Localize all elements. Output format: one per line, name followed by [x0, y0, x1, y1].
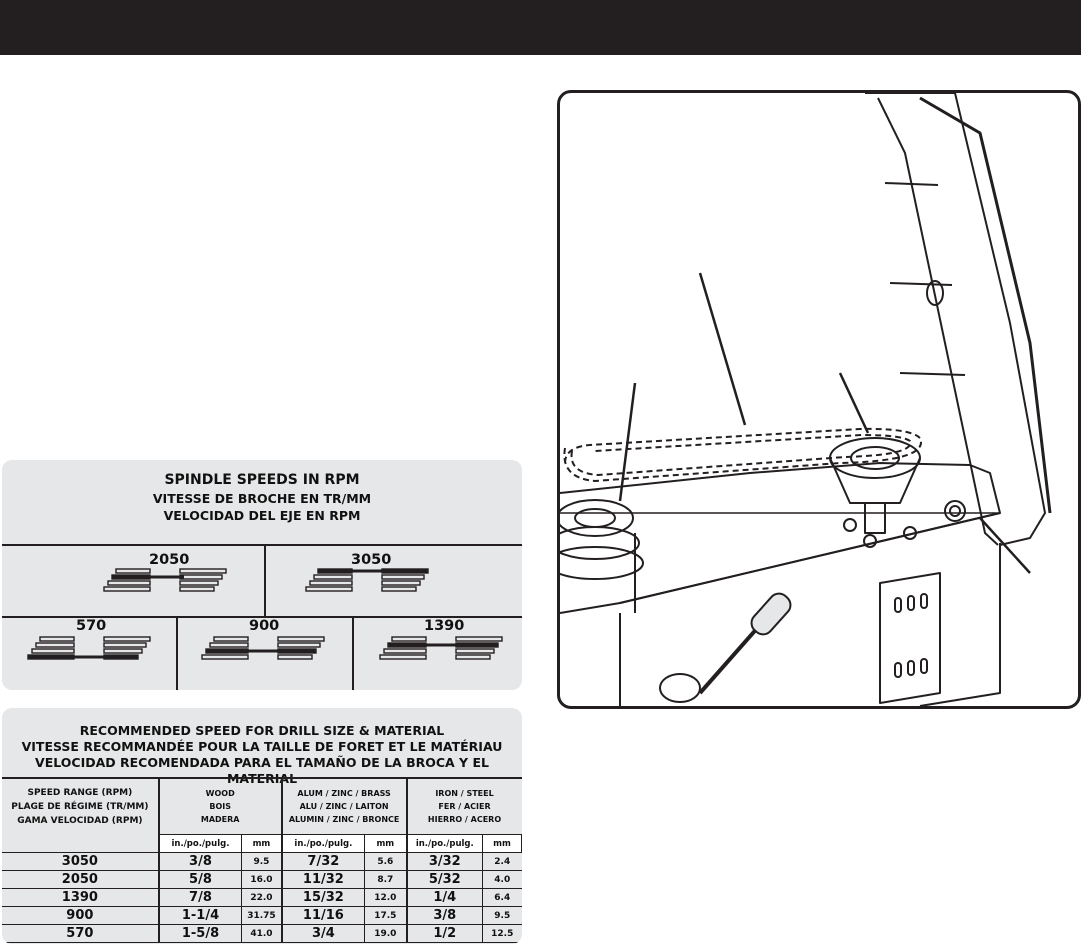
drill-size-in-cell: 7/32 [282, 853, 365, 871]
rpm-cell: 570 [2, 925, 159, 943]
drill-size-in-cell: 7/8 [159, 889, 242, 907]
drill-size-in-cell: 5/8 [159, 871, 242, 889]
rpm-cell: 1390 [2, 889, 159, 907]
header-bar [0, 0, 1081, 55]
material-alum-en: ALUM / ZINC / BRASS [297, 789, 391, 798]
drill-size-mm-cell: 17.5 [365, 907, 407, 925]
drill-size-mm-cell: 2.4 [483, 853, 522, 871]
pulley-belt-diagram [304, 568, 434, 596]
unit-in: in./po./pulg. [407, 835, 483, 853]
unit-mm: mm [242, 835, 282, 853]
table-unit-row [2, 835, 522, 853]
table-row [2, 925, 522, 943]
material-iron-en: IRON / STEEL [435, 789, 494, 798]
speed-label-570: 570 [76, 618, 107, 634]
rec-title-es: VELOCIDAD RECOMENDADA PARA EL TAMAÑO DE LA BROCA Y EL MATERIAL [35, 755, 489, 786]
table-row [2, 907, 522, 925]
speed-range-header [2, 778, 159, 835]
speed-cell-2050 [2, 544, 264, 616]
drill-size-in-cell: 1/4 [407, 889, 483, 907]
drill-size-mm-cell: 19.0 [365, 925, 407, 943]
speed-cell-1390 [354, 618, 522, 690]
drill-size-mm-cell: 12.0 [365, 889, 407, 907]
drill-size-mm-cell: 31.75 [242, 907, 282, 925]
drill-size-mm-cell: 41.0 [242, 925, 282, 943]
speed-cell-3050 [266, 544, 522, 616]
material-header-wood [159, 778, 282, 835]
speed-label-900: 900 [249, 618, 280, 634]
speed-range-header-fr: PLAGE DE RÉGIME (TR/MM) [11, 801, 149, 812]
drill-size-mm-cell: 4.0 [483, 871, 522, 889]
pulley-belt-diagram [200, 636, 330, 664]
belt-position-grid [2, 544, 522, 690]
material-alum-fr: ALU / ZINC / LAITON [299, 802, 389, 811]
drill-size-in-cell: 11/32 [282, 871, 365, 889]
drill-size-mm-cell: 9.5 [242, 853, 282, 871]
unit-in: in./po./pulg. [159, 835, 242, 853]
recommended-speed-panel [2, 708, 522, 944]
rpm-cell: 3050 [2, 853, 159, 871]
drill-size-in-cell: 3/8 [159, 853, 242, 871]
speed-table [2, 777, 522, 943]
material-alum-es: ALUMIN / ZINC / BRONCE [288, 815, 400, 824]
drill-press-figure [557, 90, 1081, 709]
table-row [2, 871, 522, 889]
drill-size-mm-cell: 16.0 [242, 871, 282, 889]
pulley-belt-diagram [26, 636, 156, 664]
drill-size-in-cell: 1-1/4 [159, 907, 242, 925]
drill-size-mm-cell: 8.7 [365, 871, 407, 889]
drill-size-mm-cell: 6.4 [483, 889, 522, 907]
drill-size-in-cell: 3/32 [407, 853, 483, 871]
drill-size-in-cell: 11/16 [282, 907, 365, 925]
material-wood-es: MADERA [200, 815, 240, 824]
pulley-belt-diagram [102, 568, 232, 596]
speed-cell-900 [178, 618, 352, 690]
pulley-belt-diagram [378, 636, 508, 664]
material-wood-fr: BOIS [209, 802, 232, 811]
speed-label-3050: 3050 [351, 552, 392, 568]
drill-size-in-cell: 1-5/8 [159, 925, 242, 943]
drill-size-mm-cell: 9.5 [483, 907, 522, 925]
table-header-row [2, 778, 522, 835]
material-header-iron [407, 778, 522, 835]
unit-spacer [2, 835, 159, 853]
drill-size-in-cell: 1/2 [407, 925, 483, 943]
material-header-alum [282, 778, 407, 835]
speed-cell-570 [2, 618, 176, 690]
rec-title-en: RECOMMENDED SPEED FOR DRILL SIZE & MATERIAL [79, 723, 445, 738]
spindle-title-fr: VITESSE DE BROCHE EN TR/MM [152, 491, 372, 506]
unit-in: in./po./pulg. [282, 835, 365, 853]
rpm-cell: 900 [2, 907, 159, 925]
drill-size-mm-cell: 5.6 [365, 853, 407, 871]
drill-size-mm-cell: 22.0 [242, 889, 282, 907]
drill-press-illustration [560, 93, 1078, 706]
rec-title-fr: VITESSE RECOMMANDÉE POUR LA TAILLE DE FORET ET LE MATÉRIAU [21, 739, 503, 754]
speed-label-2050: 2050 [149, 552, 190, 568]
speed-range-header-en: SPEED RANGE (RPM) [27, 787, 133, 798]
table-row [2, 889, 522, 907]
spindle-title-es: VELOCIDAD DEL EJE EN RPM [163, 508, 361, 523]
material-iron-fr: FER / ACIER [438, 802, 491, 811]
unit-mm: mm [365, 835, 407, 853]
drill-size-mm-cell: 12.5 [483, 925, 522, 943]
material-wood-en: WOOD [205, 789, 235, 798]
drill-size-in-cell: 3/8 [407, 907, 483, 925]
unit-mm: mm [483, 835, 522, 853]
material-iron-es: HIERRO / ACERO [427, 815, 502, 824]
rpm-cell: 2050 [2, 871, 159, 889]
speed-range-header-es: GAMA VELOCIDAD (RPM) [17, 815, 143, 826]
drill-size-in-cell: 15/32 [282, 889, 365, 907]
drill-size-in-cell: 3/4 [282, 925, 365, 943]
speed-label-1390: 1390 [424, 618, 465, 634]
spindle-speeds-panel [2, 460, 522, 690]
spindle-title-en: SPINDLE SPEEDS IN RPM [164, 472, 360, 488]
table-row [2, 853, 522, 871]
drill-size-in-cell: 5/32 [407, 871, 483, 889]
